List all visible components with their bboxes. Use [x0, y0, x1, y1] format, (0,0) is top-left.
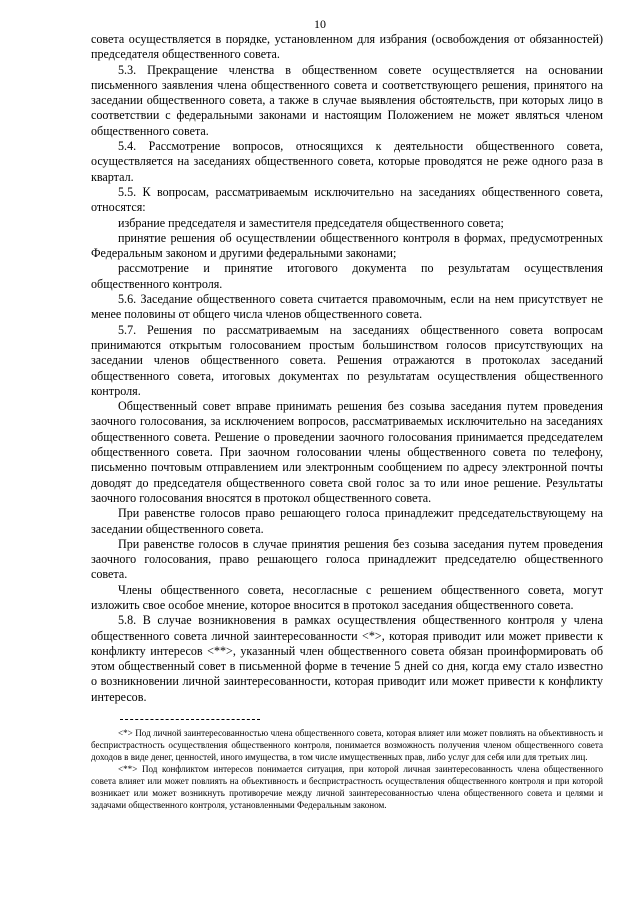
page-number: 10: [314, 17, 326, 31]
footnote-personal-interest: <*> Под личной заинтересованностью члена общественного совета, которая влияет или может повлиять на объективность и беспристрастность осуществления общественного контроля, понимается возможность получения членом общественного совета доходов в виде денег, ценностей, иного имущества, в том числе имущественных прав, либо услуг для себя или для третьих лиц.: [91, 728, 603, 762]
paragraph-5-5: 5.5. К вопросам, рассматриваемым исключительно на заседаниях общественного совета, относятся:: [91, 184, 603, 215]
paragraph-5-8: 5.8. В случае возникновения в рамках осуществления общественного контроля у члена общественного совета личной заинтересованности <*>, которая приводит или может привести к конфликту интересов <**>, указанный член общественного совета обязан проинформировать об этом общественный совет в письменной форме в течение 5 дней со дня, когда ему стало известно о возникновении личной заинтересованности, которая приводит или может привести к конфликту интересов.: [91, 613, 603, 704]
paragraph-5-6: 5.6. Заседание общественного совета считается правомочным, если на нем присутствует не менее половины от общего числа членов общественного совета.: [91, 292, 603, 322]
paragraph-absentee-voting: Общественный совет вправе принимать решения без созыва заседания путем проведения заочного голосования, за исключением вопросов, рассматриваемых исключительно на заседаниях общественного совета. Решение о проведении заочного голосования принимается председателем общественного совета. При заочном голосовании члены общественного совета по телефону, письменно почтовым отправлением или электронным сообщением по адресу электронной почты доводят до председателя общественного совета свой голос за то или иное решение. Результаты заочного голосования вносятся в протокол общественного совета.: [91, 399, 603, 505]
paragraph-5-3: 5.3. Прекращение членства в общественном совете осуществляется на основании письменного заявления члена общественного совета и соответствующего решения, принятого на заседании общественного совета, а также в случае выявления обстоятельств, при которых лицо в соответствии с федеральными законами и настоящим Положением не может являться членом общественного совета.: [91, 62, 603, 138]
list-item-final-document: рассмотрение и принятие итогового документа по результатам осуществления общественного контроля.: [91, 261, 603, 291]
paragraph-tie-vote: При равенстве голосов право решающего голоса принадлежит председательствующему на заседании общественного совета.: [91, 506, 603, 536]
list-item-election: избрание председателя и заместителя председателя общественного совета;: [118, 215, 504, 230]
paragraph-tie-vote-absentee: При равенстве голосов в случае принятия решения без созыва заседания путем проведения заочного голосования, право решающего голоса принадлежит председателю общественного совета.: [91, 536, 603, 582]
paragraph-5-4: 5.4. Рассмотрение вопросов, относящихся к деятельности общественного совета, осуществляется на заседаниях общественного совета, которые проводятся не реже одного раза в квартал.: [91, 139, 603, 184]
footnote-separator: [120, 719, 260, 720]
paragraph-continuation: совета осуществляется в порядке, установленном для избрания (освобождения от обязанностей) председателя общественного совета.: [91, 32, 603, 62]
paragraph-5-7: 5.7. Решения по рассматриваемым на заседаниях общественного совета вопросам принимаются открытым голосованием простым большинством голосов присутствующих на заседании членов общественного совета. Решения отражаются в протоколах заседаний общественного совета, итоговых документах по результатам осуществления общественного контроля.: [91, 322, 603, 398]
document-body: [91, 32, 603, 705]
paragraph-dissenting-opinion: Члены общественного совета, несогласные с решением общественного совета, могут изложить свое особое мнение, которое вносится в протокол заседания общественного совета.: [91, 582, 603, 612]
list-item-control-decision: принятие решения об осуществлении общественного контроля в формах, предусмотренных Федеральным законом и другими федеральными законами;: [91, 230, 603, 261]
footnotes: [91, 727, 603, 811]
footnote-conflict-of-interest: <**> Под конфликтом интересов понимается ситуация, при которой личная заинтересованность члена общественного совета влияет или может повлиять на объективность и беспристрастность осуществления общественного контроля и при которой возникает или может возникнуть противоречие между личной заинтересованностью члена общественного совета и целями и задачами общественного контроля, установленными Федеральным законом.: [91, 764, 603, 810]
